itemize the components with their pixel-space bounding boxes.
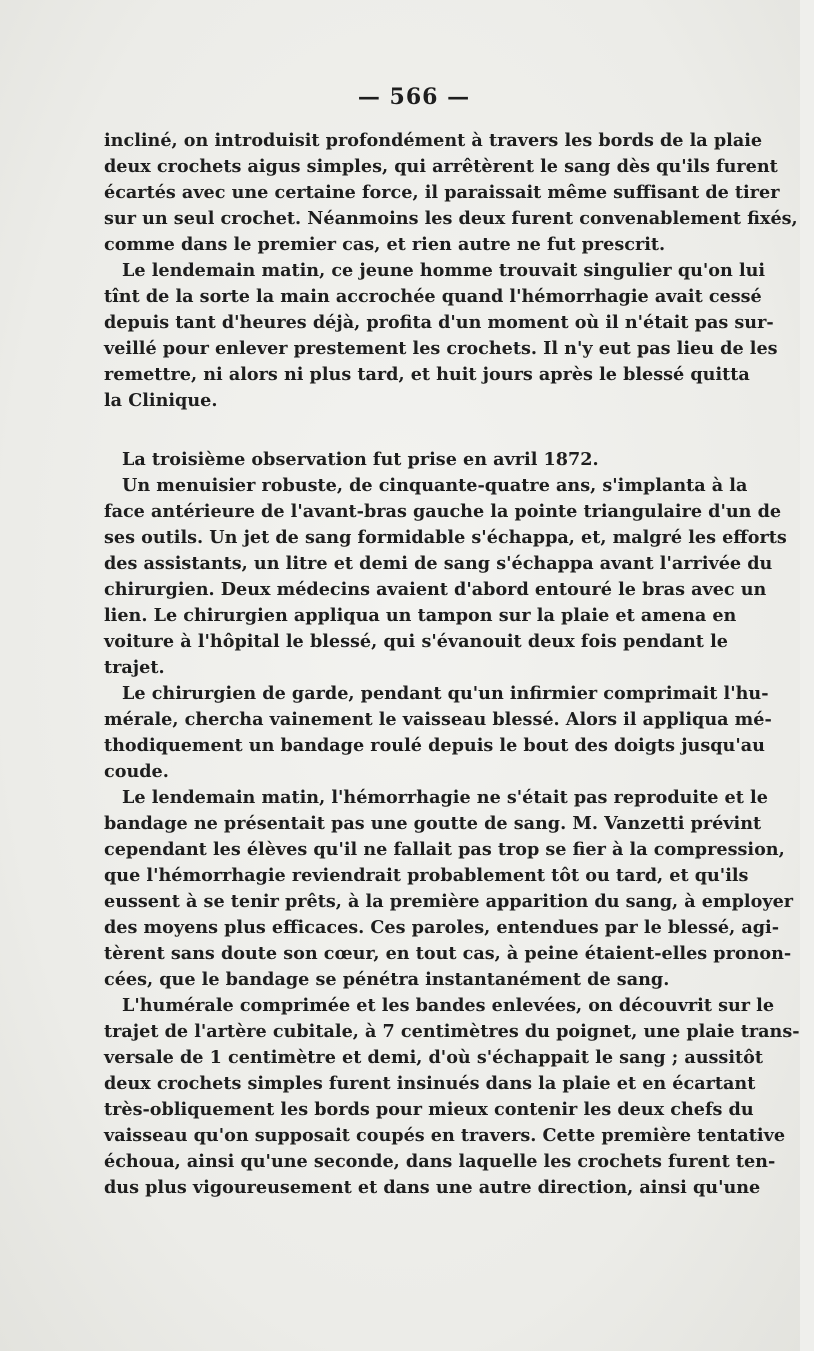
text-line: cées, que le bandage se pénétra instantanément de sang. xyxy=(104,969,670,990)
paragraph-4 xyxy=(104,473,787,681)
page-number: — 566 — xyxy=(357,84,471,110)
text-line: Le chirurgien de garde, pendant qu'un infirmier comprimait l'hu- xyxy=(122,683,769,704)
text-line: face antérieure de l'avant-bras gauche la pointe triangulaire d'un de xyxy=(104,501,782,522)
paragraph-3 xyxy=(104,447,728,473)
text-line: que l'hémorrhagie reviendrait probablement tôt ou tard, et qu'ils xyxy=(104,865,749,886)
text-line: échoua, ainsi qu'une seconde, dans laquelle les crochets furent ten- xyxy=(104,1151,776,1172)
text-line: depuis tant d'heures déjà, profita d'un moment où il n'était pas sur- xyxy=(104,312,774,333)
text-line: deux crochets simples furent insinués dans la plaie et en écartant xyxy=(104,1073,756,1094)
text-line: des moyens plus efficaces. Ces paroles, entendues par le blessé, agi- xyxy=(104,917,780,938)
text-line: Un menuisier robuste, de cinquante-quatre ans, s'implanta à la xyxy=(122,475,748,496)
text-line: L'humérale comprimée et les bandes enlevées, on découvrit sur le xyxy=(122,995,775,1016)
text-line: voiture à l'hôpital le blessé, qui s'évanouit deux fois pendant le xyxy=(104,631,728,652)
text-line: La troisième observation fut prise en avril 1872. xyxy=(122,449,599,470)
text-line: bandage ne présentait pas une goutte de sang. M. Vanzetti prévint xyxy=(104,813,762,834)
text-line: Le lendemain matin, ce jeune homme trouvait singulier qu'on lui xyxy=(122,260,766,281)
text-line: tînt de la sorte la main accrochée quand l'hémorrhagie avait cessé xyxy=(104,286,762,307)
text-line: trajet de l'artère cubitale, à 7 centimètres du poignet, une plaie trans- xyxy=(104,1021,800,1042)
text-line: lien. Le chirurgien appliqua un tampon sur la plaie et amena en xyxy=(104,605,737,626)
paragraph-7 xyxy=(104,993,800,1201)
text-line: veillé pour enlever prestement les crochets. Il n'y eut pas lieu de les xyxy=(104,338,778,359)
text-line: cependant les élèves qu'il ne fallait pas trop se fier à la compression, xyxy=(104,839,785,860)
text-line: chirurgien. Deux médecins avaient d'abord entouré le bras avec un xyxy=(104,579,767,600)
text-line: sur un seul crochet. Néanmoins les deux furent convenablement fixés, xyxy=(104,208,798,229)
text-line: la Clinique. xyxy=(104,390,218,411)
text-line: mérale, chercha vainement le vaisseau blessé. Alors il appliqua mé- xyxy=(104,709,772,730)
text-line: ses outils. Un jet de sang formidable s'échappa, et, malgré les efforts xyxy=(104,527,787,548)
text-line: trajet. xyxy=(104,657,165,678)
body-text xyxy=(104,128,800,1201)
text-line: remettre, ni alors ni plus tard, et huit jours après le blessé quitta xyxy=(104,364,750,385)
text-line: des assistants, un litre et demi de sang s'échappa avant l'arrivée du xyxy=(104,553,773,574)
text-line: écartés avec une certaine force, il paraissait même suffisant de tirer xyxy=(104,182,780,203)
text-line: tèrent sans doute son cœur, en tout cas, à peine étaient-elles pronon- xyxy=(104,943,792,964)
text-line: vaisseau qu'on supposait coupés en travers. Cette première tentative xyxy=(104,1125,786,1146)
text-line: eussent à se tenir prêts, à la première apparition du sang, à employer xyxy=(104,891,794,912)
text-line: Le lendemain matin, l'hémorrhagie ne s'était pas reproduite et le xyxy=(122,787,768,808)
text-line: incliné, on introduisit profondément à travers les bords de la plaie xyxy=(104,130,763,151)
paragraph-2 xyxy=(104,258,778,414)
text-line: deux crochets aigus simples, qui arrêtèrent le sang dès qu'ils furent xyxy=(104,156,778,177)
paragraph-1 xyxy=(104,128,798,258)
paragraph-6 xyxy=(104,785,794,993)
text-line: versale de 1 centimètre et demi, d'où s'échappait le sang ; aussitôt xyxy=(104,1047,763,1068)
paragraph-5 xyxy=(104,681,772,785)
paragraph-gap xyxy=(104,414,728,447)
text-line: comme dans le premier cas, et rien autre ne fut prescrit. xyxy=(104,234,666,255)
text-line: thodiquement un bandage roulé depuis le bout des doigts jusqu'au xyxy=(104,735,765,756)
text-line: très-obliquement les bords pour mieux contenir les deux chefs du xyxy=(104,1099,754,1120)
text-line: coude. xyxy=(104,761,169,782)
text-line: dus plus vigoureusement et dans une autre direction, ainsi qu'une xyxy=(104,1177,761,1198)
